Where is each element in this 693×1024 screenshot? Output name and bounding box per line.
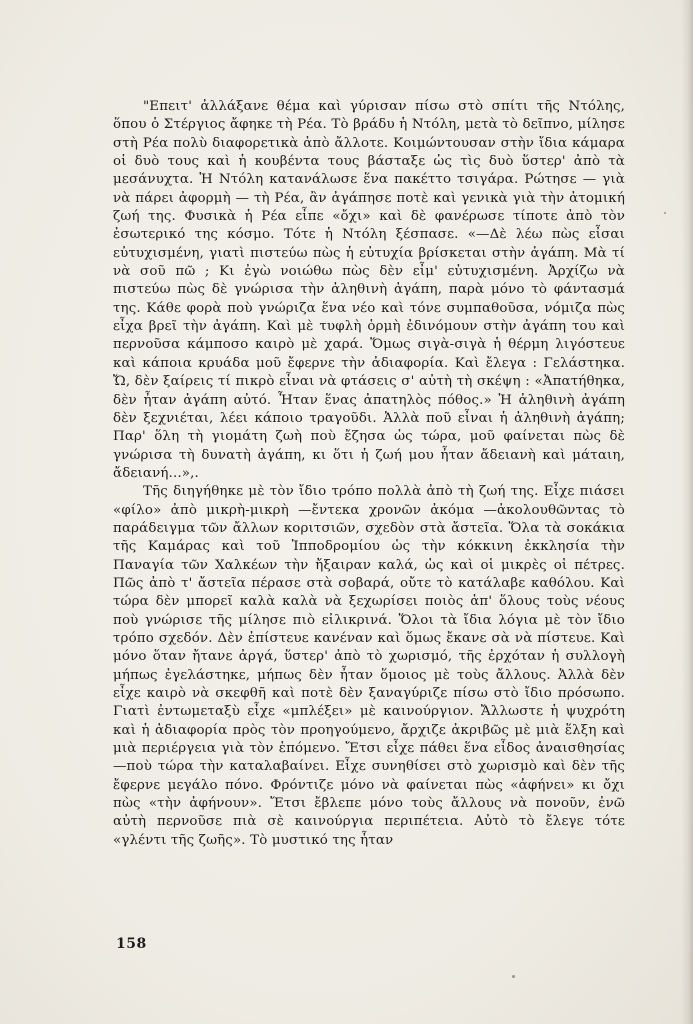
page-number: 158 [116,936,147,952]
paragraph-1: "Επειτ' ἀλλάξανε θέμα καὶ γύρισαν πίσω στὸ σπίτι τῆς Ντόλης, ὅπου ὁ Στέργιος ἄφηκε τὴ Ρέα. Τὸ βράδυ ἡ Ντόλη, μετὰ τὸ δεῖπνο, μίλησε στὴ Ρέα πολὺ διαφορετικὰ ἀπὸ ἄλλοτε. Κοιμώντουσαν στὴν ἴδια κάμαρα οἱ δυὸ τους καὶ ἡ κουβέντα τους βάσταξε ὡς τὶς δυὸ ὕστερ' ἀπὸ τὰ μεσάνυχτα. Ἡ Ντόλη κατανάλωσε ἕνα πακέττο τσιγάρα. Ρώτησε — γιὰ νὰ πάρει ἀφορμὴ — τὴ Ρέα, ἂν ἀγάπησε ποτὲ καὶ γενικὰ γιὰ τὴν ἀτομική ζωή της. Φυσικὰ ἡ Ρέα εἶπε «ὄχι» καὶ δὲ φανέρωσε τίποτε ἀπὸ τὸν ἐσωτερικό της κόσμο. Τότε ἡ Ντόλη ξέσπασε. «—Δὲ λέω πὼς εἶσαι εὐτυχισμένη, γιατὶ πιστεύω πὼς ἡ εὐτυχία βρίσκεται στὴν ἀγάπη. Μὰ τί νὰ σοῦ πῶ ; Κι ἐγὼ νοιώθω πὼς δὲν εἶμ' εὐτυχισμένη. Ἀρχίζω νὰ πιστεύω πὼς δὲ γνώρισα τὴν ἀληθινὴ ἀγάπη, παρὰ μόνο τὸ φάντασμά της. Κάθε φορὰ ποὺ γνώριζα ἕνα νέο καὶ τόνε συμπαθοῦσα, νόμιζα πὼς εἶχα βρεῖ τὴν ἀγάπη. Καὶ μὲ τυφλὴ ὁρμὴ ἐδινόμουν στὴν ἀγάπη του καὶ περνοῦσα κάμποσο καιρὸ μὲ χαρά. Ὅμως σιγὰ-σιγὰ ἡ θέρμη λιγόστευε καὶ κάποια κρυάδα μοῦ ἔφερνε τὴν ἀδιαφορία. Καὶ ἔλεγα : Γελάστηκα. Ὤ, δὲν ξαίρεις τί πικρὸ εἶναι νὰ φτάσεις σ' αὐτὴ τὴ σκέψη : «Ἀπατήθηκα, δὲν ἦταν ἀγάπη αὐτό. Ἦταν ἕνας ἀπατηλὸς πόθος.» Ἡ ἀληθινὴ ἀγάπη δὲν ξεχνιέται, λέει κάποιο τραγοῦδι. Ἀλλὰ ποῦ εἶναι ἡ ἀληθινὴ ἀγάπη; Παρ' ὅλη τὴ γιομάτη ζωὴ ποὺ ἔζησα ὡς τώρα, μοῦ φαίνεται πὼς δὲ γνώρισα τὴ δυνατὴ ἀγάπη, κι ὅτι ἡ ζωή μου ἦταν ἄδειανὴ καὶ μάταιη, ἄδειανή...»,. [113,99,625,481]
paper-speck [664,212,666,214]
paper-speck [512,975,515,978]
paragraph-2: Τῆς διηγήθηκε μὲ τὸν ἴδιο τρόπο πολλὰ ἀπὸ τὴ ζωή της. Εἶχε πιάσει «φίλο» ἀπὸ μικρὴ-μικρὴ —ἔντεκα χρονῶν ἀκόμα —ἀκολουθῶντας τὸ παράδειγμα τῶν ἄλλων κοριτσιῶν, σχεδὸν στὰ ἄστεῖα. Ὅλα τὰ σοκάκια τῆς Καμάρας καὶ τοῦ Ἱπποδρομίου ὡς τὴν κόκκινη ἐκκλησία τὴν Παναγία τῶν Χαλκέων τὴν ἤξαιραν καλά, ὡς καὶ οἱ μικρὲς οἱ πέτρες. Πῶς ἀπὸ τ' ἄστεῖα πέρασε στὰ σοβαρά, οὔτε τὸ κατάλαβε καθόλου. Καὶ τώρα δὲν μπορεῖ καλὰ καλὰ νὰ ξεχωρίσει ποιὸς ἀπ' ὅλους τοὺς νέους ποὺ γνώρισε τῆς μίλησε πιὸ εἰλικρινά. Ὅλοι τὰ ἴδια λόγια μὲ τὸν ἴδιο τρόπο σχεδόν. Δὲν ἐπίστευε κανέναν καὶ ὅμως ἔκανε σὰ νὰ πίστευε. Καὶ μόνο ὅταν ἤτανε ἀργά, ὕστερ' ἀπὸ τὸ χωρισμό, τῆς ἐρχόταν ἡ συλλογὴ μήπως ἐγελάστηκε, μήπως δὲν ἦταν ὅμοιος μὲ τοὺς ἄλλους. Ἀλλὰ δὲν εἶχε καιρὸ νὰ σκεφθῆ καὶ ποτὲ δὲν ξαναγύριζε πίσω στὸ ἴδιο πρόσωπο. Γιατὶ ἐντωμεταξὺ εἶχε «μπλέξει» μὲ καινούργιον. Ἄλλωστε ἡ ψυχρότη καὶ ἡ ἀδιαφορία πρὸς τὸν προηγούμενο, ἄρχιζε ἀκριβῶς μὲ μιὰ ἕλξη καὶ μιὰ περιέργεια γιὰ τὸν ἑπόμενο. Ἔτσι εἶχε πάθει ἕνα εἶδος ἀναισθησίας —ποὺ τώρα τὴν καταλαβαίνει. Εἶχε συνηθίσει στὸ χωρισμὸ καὶ δὲν τῆς ἔφερνε μεγάλο πόνο. Φρόντιζε μόνο νὰ φαίνεται πὼς «ἀφήνει» κι ὄχι πὼς «τὴν ἀφήνουν». Ἔτσι ἔβλεπε μόνο τοὺς ἄλλους νὰ πονοῦν, ἐνῶ αὐτὴ περνοῦσε πιὰ σὲ καινούργια περιπέτεια. Αὐτὸ τὸ ἔλεγε τότε «γλέντι τῆς ζωῆς». Τὸ μυστικό της ἦταν [113,484,625,848]
page-edge-shadow [681,0,693,1024]
body-text [113,98,625,850]
